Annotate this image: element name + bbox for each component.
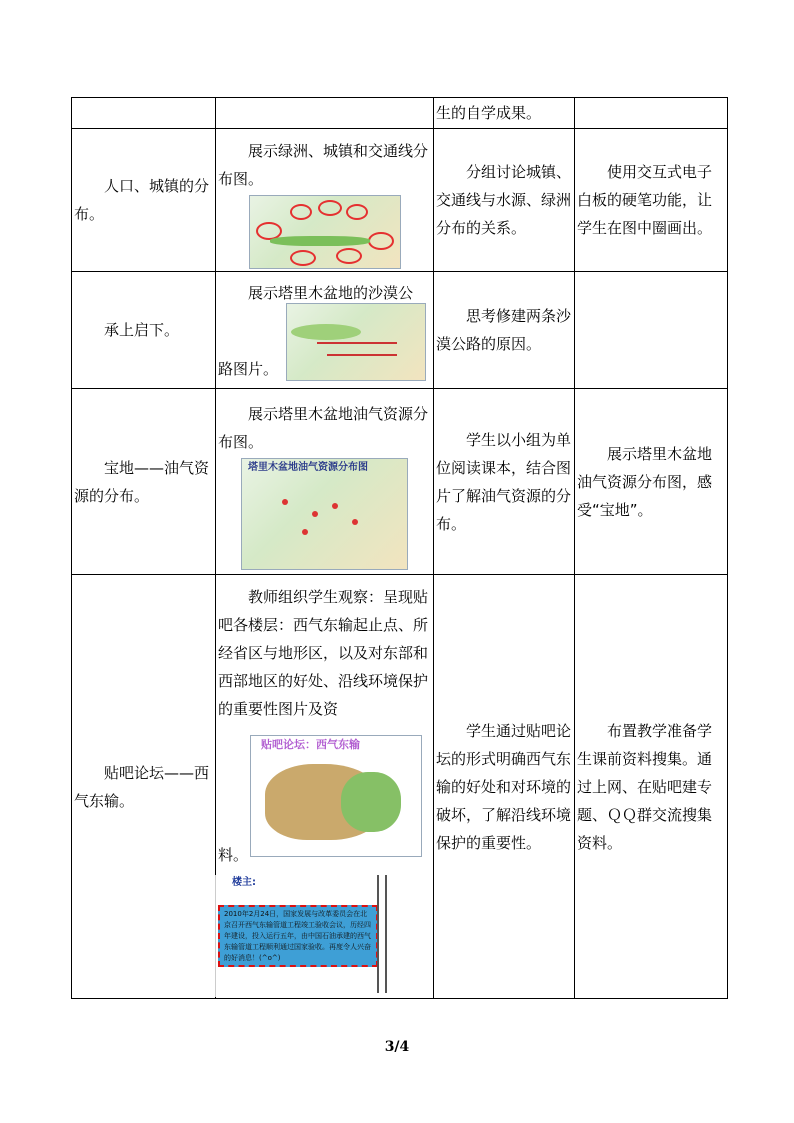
cell-teacher xyxy=(216,98,434,129)
student-text: 学生以小组为单位阅读课本，结合图片了解油气资源的分布。 xyxy=(436,430,572,533)
teacher-text: 教师组织学生观察：呈现贴吧各楼层：西气东输起止点、所经省区与地形区，以及对东部和西部地区的好处、沿线环境保护的重要性图片及资 xyxy=(218,587,429,718)
cell-teacher xyxy=(216,389,434,575)
design-text: 布置教学准备学生课前资料搜集。通过上网、在贴吧建专题、ＱＱ群交流搜集资料。 xyxy=(577,721,713,852)
section-title: 宝地——油气资源的分布。 xyxy=(74,458,210,505)
student-text: 生的自学成果。 xyxy=(436,104,542,122)
cell-section xyxy=(72,98,216,129)
cell-student xyxy=(434,575,575,999)
cell-section xyxy=(72,575,216,999)
desert-highway-image xyxy=(286,303,426,381)
oil-gas-map-image xyxy=(241,458,408,570)
cell-student xyxy=(434,272,575,389)
teacher-text-tail: 路图片。 xyxy=(218,360,279,378)
oasis-map-image xyxy=(249,195,401,269)
forum-author-label: 楼主: xyxy=(232,877,256,888)
cell-student xyxy=(434,129,575,272)
teacher-text: 展示塔里木盆地油气资源分布图。 xyxy=(218,404,429,451)
cell-design xyxy=(575,98,728,129)
student-text: 思考修建两条沙漠公路的原因。 xyxy=(436,307,572,353)
cell-teacher xyxy=(216,272,434,389)
student-text: 学生通过贴吧论坛的形式明确西气东输的好处和对环境的破坏，了解沿线环境保护的重要性。 xyxy=(436,721,572,852)
cell-section xyxy=(72,272,216,389)
cell-design xyxy=(575,272,728,389)
teacher-text: 展示绿洲、城镇和交通线分布图。 xyxy=(218,142,429,188)
section-title: 人口、城镇的分布。 xyxy=(74,177,210,223)
figure-title: 塔里木盆地油气资源分布图 xyxy=(248,461,368,473)
cell-design xyxy=(575,575,728,999)
divider xyxy=(377,875,387,993)
forum-post-image xyxy=(215,875,391,997)
teacher-text: 展示塔里木盆地的沙漠公 xyxy=(248,284,414,302)
table-row xyxy=(72,98,728,129)
design-text: 展示塔里木盆地油气资源分布图，感受“宝地”。 xyxy=(577,444,713,519)
cell-student xyxy=(434,98,575,129)
student-text: 分组讨论城镇、交通线与水源、绿洲分布的关系。 xyxy=(436,163,572,237)
lesson-plan-table xyxy=(71,97,728,999)
table-row xyxy=(72,389,728,575)
cell-teacher xyxy=(216,129,434,272)
cell-design xyxy=(575,389,728,575)
forum-map-image xyxy=(250,735,422,857)
teacher-text-tail: 料。 xyxy=(218,845,249,864)
figure-title: 贴吧论坛：西气东输 xyxy=(261,737,360,751)
forum-post-text: 2010年2月24日，国家发展与改革委员会在北京召开西气东输管道工程竣工验收会议，历经四年建设，投入运行五年，由中国石油承建的西气东输管道工程顺利通过国家验收。再度令人兴奋的好消息！(^o^) xyxy=(218,905,378,967)
table-row xyxy=(72,129,728,272)
cell-design xyxy=(575,129,728,272)
section-title: 贴吧论坛——西气东输。 xyxy=(74,763,210,810)
section-title: 承上启下。 xyxy=(104,321,180,339)
table-row xyxy=(72,575,728,999)
cell-section xyxy=(72,389,216,575)
cell-section xyxy=(72,129,216,272)
cell-student xyxy=(434,389,575,575)
page-number: 3/4 xyxy=(384,1039,410,1055)
design-text: 使用交互式电子白板的硬笔功能，让学生在图中圈画出。 xyxy=(577,163,713,237)
table-row xyxy=(72,272,728,389)
